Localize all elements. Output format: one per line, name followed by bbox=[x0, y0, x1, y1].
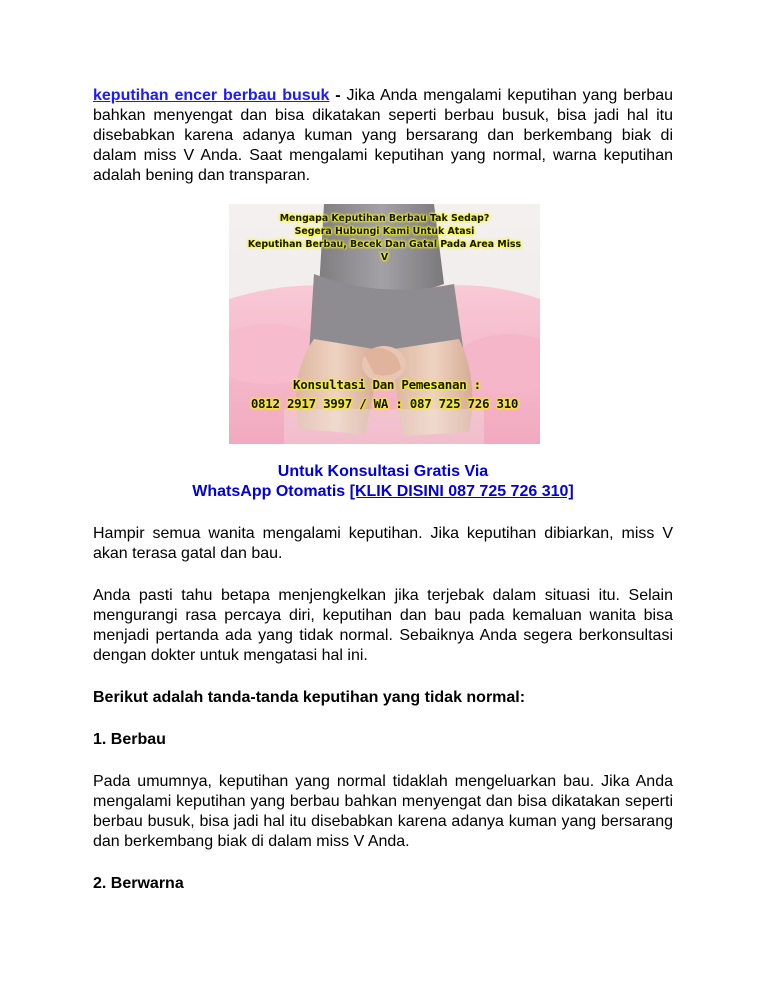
paragraph-3: Pada umumnya, keputihan yang normal tidaklah mengeluarkan bau. Jika Anda mengalami keputihan yang berbau bahkan menyengat dan bisa dikatakan seperti berbau busuk, bisa jadi hal itu disebabkan karena adanya kuman yang bersarang dan berkembang biak di dalam miss V Anda. bbox=[93, 773, 673, 850]
whatsapp-link[interactable]: [KLIK DISINI 087 725 726 310] bbox=[349, 483, 574, 500]
caption-bottom-2: 0812 2917 3997 / WA : 087 725 726 310 bbox=[250, 396, 519, 411]
subheading-2: 2. Berwarna bbox=[93, 875, 184, 892]
article-link[interactable]: keputihan encer berbau busuk bbox=[93, 87, 330, 104]
intro-paragraph bbox=[93, 86, 673, 186]
promo-image bbox=[229, 204, 540, 444]
document-content bbox=[93, 86, 673, 894]
intro-text: Jika Anda mengalami keputihan yang berbau bahkan menyengat dan bisa dikatakan seperti berbau busuk, bisa jadi hal itu disebabkan karena adanya kuman yang bersarang dan berkembang biak di dalam miss V Anda. Saat mengalami keputihan yang normal, warna keputihan adalah bening dan transparan. bbox=[93, 87, 674, 184]
caption-top-4: V bbox=[380, 252, 389, 263]
cta-prefix: WhatsApp Otomatis bbox=[192, 483, 350, 500]
paragraph-2: Anda pasti tahu betapa menjengkelkan jika terjebak dalam situasi itu. Selain mengurangi rasa percaya diri, keputihan dan bau pada kemaluan wanita bisa menjadi pertanda ada yang tidak normal. Sebaiknya Anda segera berkonsultasi dengan dokter untuk mengatasi hal ini. bbox=[93, 587, 673, 664]
intro-dash: - bbox=[329, 87, 347, 104]
subheading-1: 1. Berbau bbox=[93, 731, 166, 748]
cta-line-1: Untuk Konsultasi Gratis Via bbox=[277, 463, 489, 480]
caption-top-3: Keputihan Berbau, Becek Dan Gatal Pada Area Miss bbox=[247, 239, 522, 250]
caption-top-1: Mengapa Keputihan Berbau Tak Sedap? bbox=[279, 213, 490, 224]
paragraph-1: Hampir semua wanita mengalami keputihan. Jika keputihan dibiarkan, miss V akan terasa gatal dan bau. bbox=[93, 525, 673, 562]
cta-block bbox=[93, 462, 673, 502]
cta-line-2 bbox=[93, 482, 673, 502]
caption-bottom-1: Konsultasi Dan Pemesanan : bbox=[293, 377, 481, 392]
section-heading: Berikut adalah tanda-tanda keputihan yang tidak normal: bbox=[93, 689, 526, 706]
caption-top-2: Segera Hubungi Kami Untuk Atasi bbox=[294, 226, 475, 237]
